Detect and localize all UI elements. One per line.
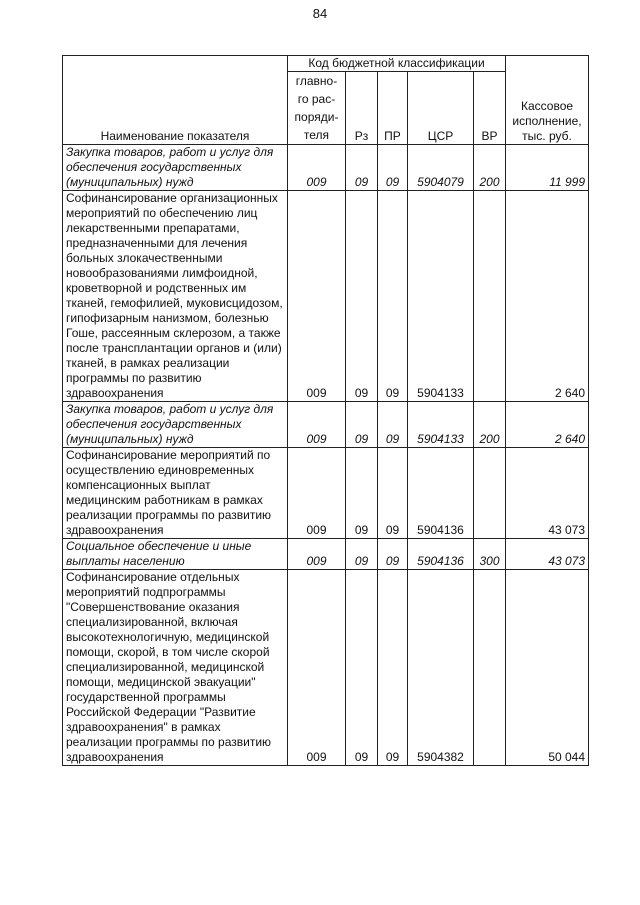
header-grbs-line: го рас- <box>297 92 336 106</box>
header-amount-line: тыс. руб. <box>522 129 572 143</box>
row-rz: 09 <box>346 539 378 570</box>
row-amount: 11 999 <box>506 145 589 191</box>
row-csr: 5904133 <box>408 402 474 448</box>
header-name-column: Наименование показателя <box>63 56 288 145</box>
row-amount: 43 073 <box>506 448 589 539</box>
row-grbs: 009 <box>288 402 346 448</box>
row-csr: 5904136 <box>408 539 474 570</box>
table-row <box>63 145 589 191</box>
header-grbs-line: поряди- <box>294 110 339 124</box>
row-grbs: 009 <box>288 145 346 191</box>
row-rz: 09 <box>346 402 378 448</box>
header-pr: ПР <box>378 72 408 145</box>
header-code-group: Код бюджетной классификации <box>288 56 506 72</box>
row-amount: 2 640 <box>506 402 589 448</box>
row-rz: 09 <box>346 448 378 539</box>
row-grbs: 009 <box>288 448 346 539</box>
row-grbs: 009 <box>288 191 346 402</box>
row-rz: 09 <box>346 191 378 402</box>
row-vr <box>474 570 506 766</box>
row-csr: 5904079 <box>408 145 474 191</box>
header-amount-line: исполнение, <box>512 114 582 128</box>
row-name: Софинансирование мероприятий по осуществлению единовременных компенсационных выплат медицинским работникам в рамках реализации программы по развитию здравоохранения <box>63 448 288 539</box>
row-vr <box>474 448 506 539</box>
row-pr: 09 <box>378 402 408 448</box>
header-amount-line: Кассовое <box>520 99 574 113</box>
row-csr: 5904133 <box>408 191 474 402</box>
budget-table <box>62 55 589 766</box>
row-pr: 09 <box>378 570 408 766</box>
row-name: Софинансирование организационных мероприятий по обеспечению лиц лекарственными препаратами, предназначенными для лечения больных злокачественными новообразованиями лимфоидной, кроветворной и родственных им тканей, гемофилией, муковисцидозом, гипофизарным нанизмом, болезнью Гоше, рассеянным склерозом, а также после трансплантации органов и (или) тканей, в рамках реализации программы по развитию здравоохранения <box>63 191 288 402</box>
row-amount: 2 640 <box>506 191 589 402</box>
row-name: Социальное обеспечение и иные выплаты населению <box>63 539 288 570</box>
row-pr: 09 <box>378 145 408 191</box>
header-csr: ЦСР <box>408 72 474 145</box>
row-amount: 43 073 <box>506 539 589 570</box>
row-name: Закупка товаров, работ и услуг для обеспечения государственных (муниципальных) нужд <box>63 402 288 448</box>
row-amount: 50 044 <box>506 570 589 766</box>
row-grbs: 009 <box>288 539 346 570</box>
row-name: Софинансирование отдельных мероприятий подпрограммы "Совершенствование оказания специализированной, включая высокотехнологичную, медицинской помощи, скорой, в том числе скорой специализированной, медицинской помощи, медицинской эвакуации" государственной программы Российской Федерации "Развитие здравоохранения" в рамках реализации программы по развитию здравоохранения <box>63 570 288 766</box>
page-number: 84 <box>312 6 328 21</box>
row-grbs: 009 <box>288 570 346 766</box>
table-row <box>63 402 589 448</box>
table-row <box>63 570 589 766</box>
row-vr: 200 <box>474 145 506 191</box>
header-grbs-line: теля <box>303 128 330 142</box>
row-csr: 5904136 <box>408 448 474 539</box>
row-pr: 09 <box>378 448 408 539</box>
header-vr: ВР <box>474 72 506 145</box>
table-row <box>63 539 589 570</box>
table-row <box>63 191 589 402</box>
header-rz: Рз <box>346 72 378 145</box>
row-rz: 09 <box>346 570 378 766</box>
header-grbs <box>288 72 346 145</box>
row-vr: 300 <box>474 539 506 570</box>
table-row <box>63 448 589 539</box>
row-vr: 200 <box>474 402 506 448</box>
row-pr: 09 <box>378 539 408 570</box>
header-amount-column <box>506 56 589 145</box>
header-grbs-line: главно- <box>295 74 338 88</box>
row-name: Закупка товаров, работ и услуг для обеспечения государственных (муниципальных) нужд <box>63 145 288 191</box>
row-csr: 5904382 <box>408 570 474 766</box>
row-vr <box>474 191 506 402</box>
row-pr: 09 <box>378 191 408 402</box>
row-rz: 09 <box>346 145 378 191</box>
